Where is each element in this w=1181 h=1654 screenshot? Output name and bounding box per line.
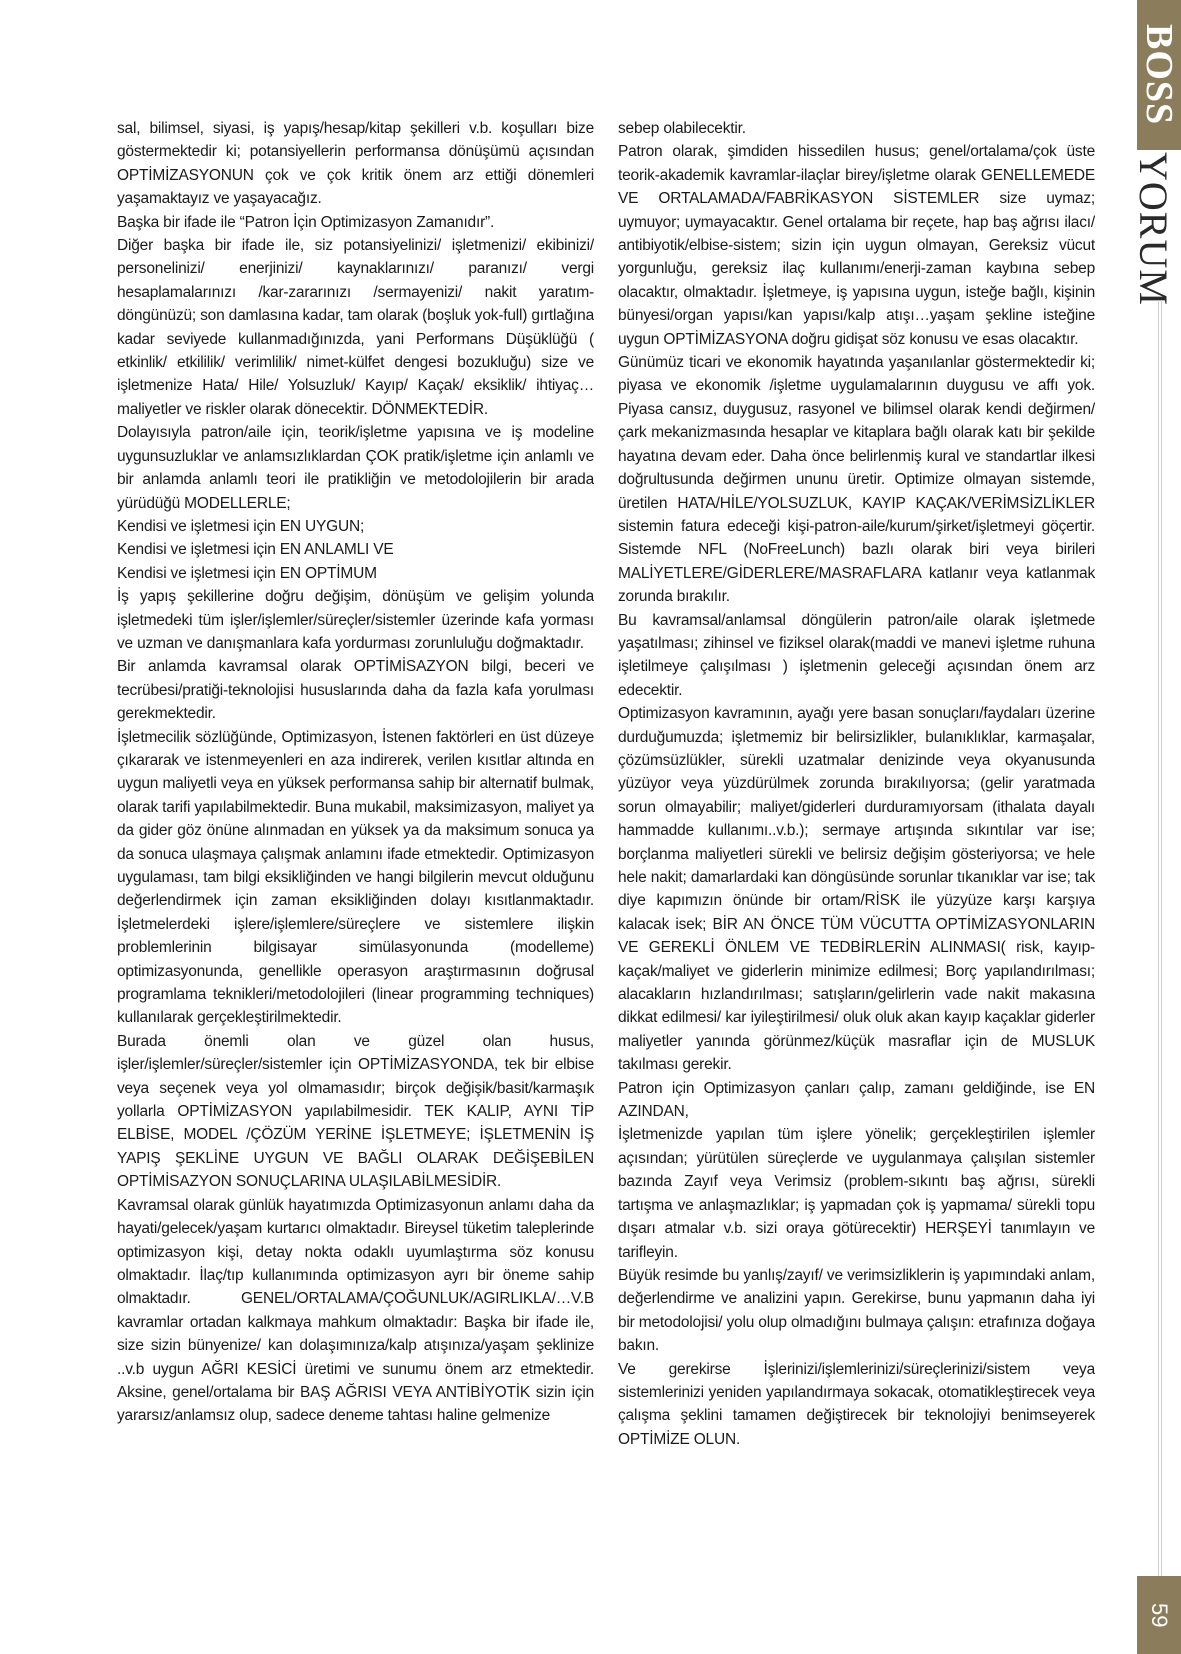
paragraph: İşletmenizde yapılan tüm işlere yönelik; gerçekleştirilen işlemler açısından; yürütülen süreçlerde ve uygulanmaya çalışılan sistemler bazında Zayıf veya Verimsiz (problem-sıkıntı baş ağrısı, sürekli tartışma ve anlaşmazlıklar; iş yapmadan çok iş yapmama/ sürekli topu dışarı atmalar v.b. sizi oraya götürecektir) HERŞEYİ tanımlayın ve tarifleyin. [618,1126,1095,1261]
paragraph: Dolayısıyla patron/aile için, teorik/işletme yapısına ve iş modeline uygunsuzluklar ve anlamsızlıklardan ÇOK pratik/işletme için anlamlı ve bir anlamda anlamlı teori ile pratikliğin ve metodolojilerin bir arada yürüdüğü MODELLERLE; [117,424,594,512]
page-number-box [1137,1576,1181,1654]
paragraph: Günümüz ticari ve ekonomik hayatında yaşanılanlar göstermektedir ki; piyasa ve ekonomik /işletme uygulamalarının duygusu ve affı yok. Piyasa cansız, duygusuz, rasyonel ve bilimsel olarak kendi değirmen/çark mekanizmasında hesaplar ve kitaplara bağlı olarak katı bir şekilde hayatına devam eder. Daha önce belirlenmiş kural ve standartlar ilkesi doğrultusunda değirmen ununu üretir. Optimize olmayan sistemde, üretilen HATA/HİLE/YOLSUZLUK, KAYIP KAÇAK/VERİMSİZLİKLER sistemin fatura edeceği kişi-patron-aile/kurum/şirket/işletmeyi göçertir. Sistemde NFL (NoFreeLunch) bazlı olarak biri veya birileri MALİYETLERE/GİDERLERE/MASRAFLARA katlanır veya katlanmak zorunda bırakılır. [618,354,1095,606]
article-body [117,117,1095,1557]
magazine-sidebar [1111,0,1181,1654]
page-number: 59 [1147,1602,1172,1628]
paragraph: Patron olarak, şimdiden hissedilen husus; genel/ortalama/çok üste teorik-akademik kavramlar-ilaçlar birey/işletme olarak GENELLEMEDE VE ORTALAMADA/FABRİKASYON SİSTEMLER size uymaz; uymuyor; uymayacaktır. Genel ortalama bir reçete, hap baş ağrısı ilacı/ antibiyotik/elbise-sistem; sizin için uygun olmayan, Gereksiz vücut yorgunluğu, gereksiz ilaç kullanımı/enerji-zaman kaybına sebep olacaktır, olmaktadır. İşletmeye, iş yapısına uygun, isteğe bağlı, kişinin bünyesi/organ yapısı/kan yapısı/kalp atışı…yaşam şekline isteğine uygun OPTİMİZASYONA doğru gidişat söz konusu ve esas olacaktır. [618,143,1095,348]
paragraph: Kendisi ve işletmesi için EN OPTİMUM [117,564,377,582]
section-title: YORUM [1131,152,1176,306]
paragraph: Optimizasyon kavramının, ayağı yere basan sonuçları/faydaları üzerine durduğumuzda; işletmemiz bir belirsizlikler, bulanıklıklar, karmaşalar, çözümsüzlükler, sürekli uzatmalar denizinde veya okyanusunda yüzüyor veya yüzdürülmek zorunda bırakılıyorsa; (gelir yaratmada sorun olmayabilir; maliyet/giderleri durduramıyorsam (ithalata dayalı hammadde kullanımı..v.b.); sermaye artışında sıkıntılar var ise; borçlanma maliyetleri sürekli ve belirsiz değişim gösteriyorsa; ve hele hele nakit; damarlardaki kan döngüsünde sorunlar tıkanıklar var ise; tak diye kapımızın önünde bir ortam/RİSK ile yüzyüze karşı karşıya kalacak isek; BİR AN ÖNCE TÜM VÜCUTTA OPTİMİZASYONLARIN VE GEREKLİ ÖNLEM VE TEDBİRLERİN ALINMASI( risk, kayıp-kaçak/maliyet ve giderlerin minimize edilmesi; Borç yapılandırılması; alacakların hızlandırılması; satışların/gelirlerin vade nakit makasına dikkat edilmesi/ kar iyileştirilmesi/ oluk oluk akan kayıp kaçaklar giderler maliyetler yanında görünmez/küçük masraflar için de MUSLUK takılması gerekir. [618,705,1095,1074]
paragraph: sal, bilimsel, siyasi, iş yapış/hesap/kitap şekilleri v.b. koşulları bize göstermektedir ki; potansiyellerin performansa dönüşümü açısından OPTİMİZASYONUN çok ve çok kritik önem arz ettiği dönemleri yaşamaktayız ve yaşayacağız. [117,120,594,208]
paragraph: Bu kavramsal/anlamsal döngülerin patron/aile olarak işletmede yaşatılması; zihinsel ve fiziksel olarak(maddi ve manevi işletme ruhuna işletilmeye çalışılması ) işletmenin geleceği açısından önem arz edecektir. [618,611,1095,699]
paragraph: sebep olabilecektir. [618,120,746,137]
paragraph: Patron için Optimizasyon çanları çalıp, zamanı geldiğinde, ise EN AZINDAN, [618,1079,1095,1121]
sidebar-rule [1158,300,1162,1580]
paragraph: Burada önemli olan ve güzel olan husus, işler/işlemler/süreçler/sistemler için OPTİMİZASYONDA, tek bir elbise veya seçenek veya yol olmamasıdır; birçok değişik/basit/karmaşık yollarla OPTİMİZASYON yapılabilmesidir. TEK KALIP, AYNI TİP ELBİSE, MODEL /ÇÖZÜM YERİNE İŞLETMEYE; İŞLETMENİN İŞ YAPIŞ ŞEKLİNE UYGUN VE BAĞLI OLARAK DEĞİŞEBİLEN OPTİMİSAZYON SONUÇLARINA ULAŞILABİLMESİDİR. [117,1032,594,1191]
paragraph: Başka bir ifade ile “Patron İçin Optimizasyon Zamanıdır”. [117,213,495,231]
brand-logo: BOSS [1138,24,1180,126]
paragraph: Kavramsal olarak günlük hayatımızda Optimizasyonun anlamı daha da hayati/gelecek/yaşam kurtarıcı olmaktadır. Bireysel tüketim taleplerinde optimizasyon kişi, detay nokta odaklı uyumlaştırma söz konusu olmaktadır. İlaç/tıp kullanımında optimizasyon ayrı bir öneme sahip olmaktadır. GENEL/ORTALAMA/ÇOĞUNLUK/AGIRLIKLA/…V.B kavramlar ortadan kalkmaya mahkum olmaktadır: Başka bir ifade ile, size sizin bünyenize/ kan dolaşımınıza/kalp atışınıza/yaşam şeklinize ..v.b uygun AĞRI KESİCİ üretimi ve sunumu önem arz etmektedir. Aksine, genel/ortalama bir BAŞ AĞRISI VEYA ANTİBİYOTİK sizin için yararsız/anlamsız olup, sadece deneme tahtası haline gelmenize [117,1196,594,1425]
text-column-right [618,117,1095,1557]
paragraph: İşletmecilik sözlüğünde, Optimizasyon, İstenen faktörleri en üst düzeye çıkararak ve istenmeyenleri en aza indirerek, verilen kısıtlar altında en uygun maliyetli veya en yüksek performansa sahip bir alternatif bulmak, olarak tarifi yapılabilmektedir. Buna mukabil, maksimizasyon, maliyet ya da gider göz önüne alınmadan en yüksek ya da maksimum sonuca ya da sonuca ulaşmaya çalışmak anlamını ifade etmektedir. Optimizasyon uygulaması, tam bilgi eksikliğinden ve hangi bilgilerin mevcut olduğunu değerlendirmek için zaman eksikliğinden dolayı kısıtlanmaktadır. İşletmelerdeki işlere/işlemlere/süreçlere ve sistemlere ilişkin problemlerinin bilgisayar simülasyonunda (modelleme) optimizasyonunda, genellikle operasyon araştırmasının doğrusal programlama teknikleri/metodolojileri (linear programming techniques) kullanılarak gerçekleştirilmektedir. [117,728,594,1027]
paragraph: Ve gerekirse İşlerinizi/işlemlerinizi/süreçlerinizi/sistem veya sistemlerinizi yeniden yapılandırmaya sokacak, otomatikleştirecek veya çalışma şeklini tamamen değiştirecek bir teknolojiyi benimseyerek OPTİMİZE OLUN. [618,1360,1095,1448]
paragraph: İş yapış şekillerine doğru değişim, dönüşüm ve gelişim yolunda işletmedeki tüm işler/işlemler/süreçler/sistemler üzerinde kafa yorması ve uzman ve danışmanlara kafa yordurması zorunluluğu doğmaktadır. [117,588,594,652]
paragraph: Büyük resimde bu yanlış/zayıf/ ve verimsizliklerin iş yapımındaki anlam, değerlendirme ve analizini yapın. Gerekirse, bunu yapmanın daha iyi bir metodolojisi/ yolu olup olmadığını bulmaya çalışın: etrafınıza doğaya bakın. [618,1266,1095,1355]
text-column-left [117,117,594,1557]
paragraph: Kendisi ve işletmesi için EN UYGUN; [117,517,365,535]
paragraph: Bir anlamda kavramsal olarak OPTİMİSAZYON bilgi, beceri ve tecrübesi/pratiği-teknolojisi hususlarında daha da fazla kafa yorulması gerekmektedir. [117,658,594,723]
paragraph: Kendisi ve işletmesi için EN ANLAMLI VE [117,541,394,559]
paragraph: Diğer başka bir ifade ile, siz potansiyelinizi/ işletmenizi/ ekibinizi/ personelinizi/ enerjinizi/ kaynaklarınızı/ paranızı/ vergi hesaplamalarınızı /kar-zararınızı /sermayenizi/ nakit yaratım-döngünüzü; son damlasına kadar, tam olarak (boşluk yok-full) gırtlağına kadar seviyede kullanmadığınızda, yani Performans Düşüklüğü ( etkinlik/ etkililik/ verimlilik/ nimet-külfet dengesi bozukluğu) size ve işletmenize Hata/ Hile/ Yolsuzluk/ Kayıp/ Kaçak/ eksiklik/ ihtiyaç… maliyetler ve riskler olarak dönecektir. DÖNMEKTEDİR. [117,237,594,418]
brand-box [1137,0,1181,150]
